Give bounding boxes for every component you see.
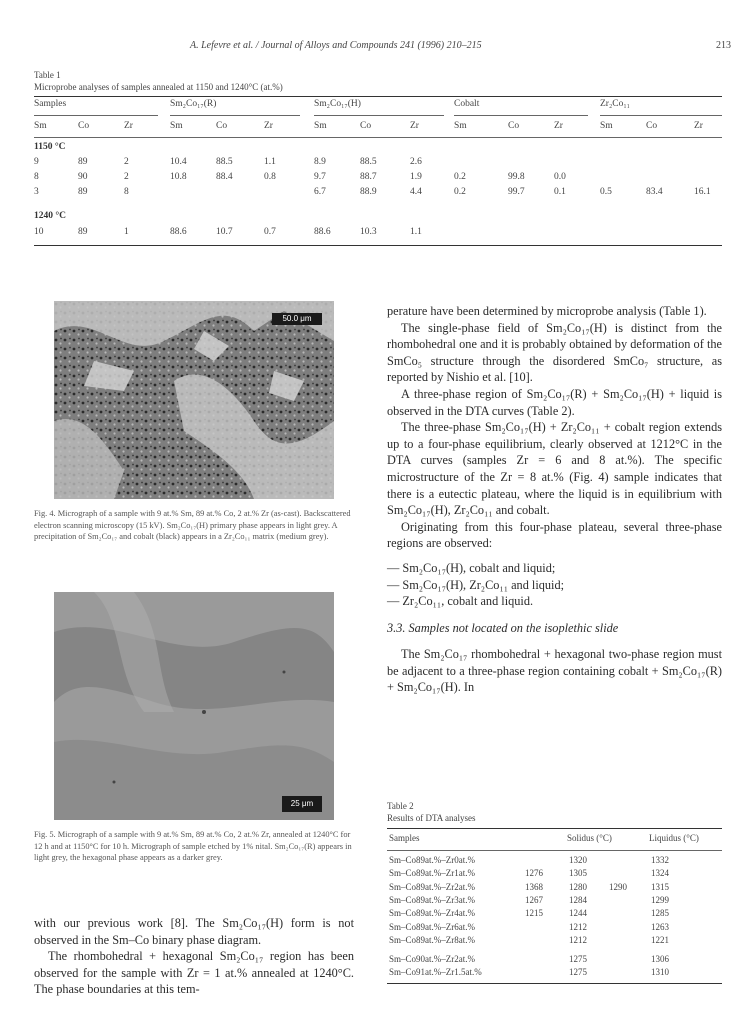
fig4-caption: Fig. 4. Micrograph of a sample with 9 at.% Sm, 89 at.% Co, 2 at.% Zr (as-cast). Backscattered electron scanning microscopy (15 kV). Sm₂Co₁₇(H) primary phase appears in light grey. A precipitation of Sm₂Co₁₇ and cobalt (black) appears in a Zr₂Co₁₁ matrix (medium grey). — [34, 509, 351, 542]
table1-group-rule-0 — [34, 115, 158, 116]
table2-cell-sample: Sm–Co89at.%–Zr8at.% — [389, 934, 475, 945]
table1-cell: 0.5 — [600, 187, 612, 197]
table1-cell: 2.6 — [410, 157, 422, 167]
table2-cell-sample: Sm–Co89at.%–Zr1at.% — [389, 868, 475, 879]
table1-cell: 10 — [34, 227, 44, 237]
table2-cell-sample: Sm–Co91at.%–Zr1.5at.% — [389, 967, 482, 978]
table2-cell-sample: Sm–Co89at.%–Zr4at.% — [389, 908, 475, 919]
table1-cell: 88.6 — [314, 227, 331, 237]
table1-cell: 8 — [34, 172, 39, 182]
table1-cell: 3 — [34, 187, 39, 197]
right-paragraph-1: perature have been determined by microprobe analysis (Table 1). — [387, 304, 707, 318]
table2-cell-sample: Sm–Co90at.%–Zr2at.% — [389, 954, 475, 965]
table2-cell-sample: Sm–Co89at.%–Zr2at.% — [389, 881, 475, 892]
phase-list-item-3: — Zr₂Co₁₁, cobalt and liquid. — [387, 594, 534, 609]
table1-group-rule-3 — [454, 115, 588, 116]
table1-group-3: Cobalt — [454, 99, 480, 109]
left-paragraph-2: The rhombohedral + hexagonal Sm₂Co₁₇ region has been observed for the sample with Zr = 1 at.% annealed at 1240°C. The phase boundaries at this tem- — [34, 949, 354, 997]
table1-cell: 99.7 — [508, 187, 525, 197]
table2-cell-liquidus: 1324 — [651, 868, 669, 879]
table1-cell: 88.7 — [360, 172, 377, 182]
fig4-micrograph — [54, 301, 334, 499]
table1-subhead-11: Zr — [554, 121, 563, 131]
table1-subheader — [34, 121, 722, 135]
table2-cell-extra: 1368 — [525, 881, 543, 892]
table1-cell: 0.1 — [554, 187, 566, 197]
table1-cell: 0.0 — [554, 172, 566, 182]
fig5-micrograph — [54, 592, 334, 820]
table1-cell: 99.8 — [508, 172, 525, 182]
table1-subhead-8: Zr — [410, 121, 419, 131]
table1-cell: 90 — [78, 172, 88, 182]
table2-cell-liquidus: 1263 — [651, 921, 669, 932]
right-paragraph-4: The three-phase Sm₂Co₁₇(H) + Zr₂Co₁₁ + cobalt region extends up to a four-phase equilibrium, clearly observed at 1212°C in the DTA curves (samples Zr = 6 and 8 at.%). The specific microstructure of the Zr = 8 at.% (Fig. 4) sample indicates that there is a eutectic plateau, where the liquid is in equilibrium with Sm₂Co₁₇(H), Zr₂Co₁₁ and cobalt. — [387, 420, 722, 518]
table1-cell: 0.7 — [264, 227, 276, 237]
table1-group-rule-4 — [600, 115, 722, 116]
left-column-text — [34, 915, 354, 998]
table1-subhead-7: Co — [360, 121, 372, 131]
table1-cell: 10.4 — [170, 157, 187, 167]
table2-cell-liquidus: 1285 — [651, 908, 669, 919]
table1-cell: 16.1 — [694, 187, 711, 197]
table1-cell: 1.1 — [410, 227, 422, 237]
table2-cell-extra: 1215 — [525, 908, 543, 919]
table2-cell-sample: Sm–Co89at.%–Zr0at.% — [389, 855, 475, 865]
table1-group-rules — [34, 115, 722, 117]
table2-cell-liquidus: 1332 — [651, 855, 669, 865]
table1-cell: 10.3 — [360, 227, 377, 237]
table2-cell-solidus: 1244 — [569, 908, 587, 919]
table1-subhead-5: Zr — [264, 121, 273, 131]
table1-top-rule — [34, 96, 722, 97]
table1-cell: 88.5 — [360, 157, 377, 167]
table2-cell-liquidus: 1221 — [651, 934, 669, 945]
phase-list-item-1: — Sm₂Co₁₇(H), cobalt and liquid; — [387, 560, 556, 575]
table2-cell-solidus: 1280 — [569, 881, 587, 892]
table1-cell: 89 — [78, 227, 88, 237]
table1-cell: 88.9 — [360, 187, 377, 197]
table1-head-rule — [34, 137, 722, 138]
table2-bottom-rule — [387, 983, 722, 984]
table1-group-0: Samples — [34, 99, 67, 109]
table1-group-2: Sm₂Co₁₇(H) — [314, 99, 361, 109]
table1-subhead-2: Zr — [124, 121, 133, 131]
table2-cell-solidus: 1320 — [569, 855, 587, 865]
right-paragraph-3: A three-phase region of Sm₂Co₁₇(R) + Sm₂Co₁₇(H) + liquid is observed in the DTA curves (Table 2). — [387, 386, 722, 418]
table2-cell-liquidus: 1299 — [651, 894, 669, 905]
table2-cell-sample: Sm–Co89at.%–Zr3at.% — [389, 894, 475, 905]
table1-cell: 10.8 — [170, 172, 187, 182]
table1-subhead-0: Sm — [34, 121, 47, 131]
table1-subhead-13: Co — [646, 121, 658, 131]
table2-cell-solidus: 1212 — [569, 934, 587, 945]
table1-cell: 89 — [78, 157, 88, 167]
right-paragraph-6: The Sm₂Co₁₇ rhombohedral + hexagonal two-phase region must be adjacent to a three-phase region containing cobalt + Sm₂Co₁₇(R) + Sm₂Co₁₇(H). In — [387, 647, 722, 695]
table1-group-rule-1 — [170, 115, 300, 116]
table1-cell: 9.7 — [314, 172, 326, 182]
table2-cell-solidus2: 1290 — [609, 881, 627, 892]
table2-cell-liquidus: 1310 — [651, 967, 669, 978]
table1-section-1150: 1150 °C — [34, 142, 66, 152]
table1-cell: 1.1 — [264, 157, 276, 167]
table2-cell-extra: 1267 — [525, 894, 543, 905]
fig4-micrograph-texture — [54, 301, 334, 499]
table2-head-samples: Samples — [389, 833, 420, 843]
right-paragraph-5: Originating from this four-phase plateau, several three-phase regions are observed: — [387, 519, 722, 551]
table2-cell-solidus: 1275 — [569, 954, 587, 965]
table2-body — [387, 855, 722, 1030]
table1-cell: 9 — [34, 157, 39, 167]
table2-head-liquidus: Liquidus (°C) — [649, 833, 699, 843]
table1-label: Table 1 — [34, 70, 61, 80]
page-number: 213 — [716, 40, 731, 51]
table2-header — [387, 833, 722, 847]
table2-cell-solidus: 1275 — [569, 967, 587, 978]
table2-cell-liquidus: 1315 — [651, 881, 669, 892]
table1-cell: 4.4 — [410, 187, 422, 197]
table1-cell: 10.7 — [216, 227, 233, 237]
table2-top-rule — [387, 828, 722, 829]
table1-cell: 6.7 — [314, 187, 326, 197]
table2-head-solidus: Solidus (°C) — [567, 833, 612, 843]
table1-subhead-12: Sm — [600, 121, 613, 131]
table2-cell-solidus: 1305 — [569, 868, 587, 879]
table2-cell-solidus: 1212 — [569, 921, 587, 932]
phase-list-item-2: — Sm₂Co₁₇(H), Zr₂Co₁₁ and liquid; — [387, 577, 565, 592]
table2-cell-solidus: 1284 — [569, 894, 587, 905]
table1-cell: 0.8 — [264, 172, 276, 182]
table1-subhead-1: Co — [78, 121, 90, 131]
fig4-scale-bar: 50.0 μm — [272, 313, 322, 325]
table1-cell: 88.5 — [216, 157, 233, 167]
fig5-micrograph-texture — [54, 592, 334, 820]
right-column-text — [387, 303, 722, 696]
table2-cell-sample: Sm–Co89at.%–Zr6at.% — [389, 921, 475, 932]
table1-bottom-rule — [34, 245, 722, 246]
table1-caption: Microprobe analyses of samples annealed at 1150 and 1240°C (at.%) — [34, 82, 283, 92]
table1-cell: 8.9 — [314, 157, 326, 167]
table1-cell: 83.4 — [646, 187, 663, 197]
table2-caption: Results of DTA analyses — [387, 813, 476, 823]
table1-group-1: Sm₂Co₁₇(R) — [170, 99, 217, 109]
table1-cell: 2 — [124, 157, 129, 167]
table2-cell-liquidus: 1306 — [651, 954, 669, 965]
table1-cell: 0.2 — [454, 172, 466, 182]
table2-head-rule — [387, 850, 722, 851]
table1-subhead-3: Sm — [170, 121, 183, 131]
table1-cell: 0.2 — [454, 187, 466, 197]
journal-citation: A. Lefevre et al. / Journal of Alloys and Compounds 241 (1996) 210–215 — [190, 40, 482, 51]
section-heading-3-3: 3.3. Samples not located on the isoplethic slide — [387, 620, 619, 635]
table1-subhead-9: Sm — [454, 121, 467, 131]
fig5-scale-bar: 25 μm — [282, 796, 322, 812]
table1-cell: 89 — [78, 187, 88, 197]
table1-cell: 88.6 — [170, 227, 187, 237]
table1-section-1240: 1240 °C — [34, 211, 67, 221]
table1-group-rule-2 — [314, 115, 444, 116]
table1-subhead-10: Co — [508, 121, 520, 131]
fig5-caption: Fig. 5. Micrograph of a sample with 9 at.% Sm, 89 at.% Co, 2 at.% Zr, annealed at 1240°C for 12 h and at 1150°C for 10 h. Micrograph of sample etched by 1% nital. Sm₂Co₁₇(R) appears in light grey, the hexagonal phase appears as a darker grey. — [34, 830, 352, 863]
table1-cell: 2 — [124, 172, 129, 182]
table2-cell-extra: 1276 — [525, 868, 543, 879]
table1-subhead-4: Co — [216, 121, 228, 131]
table2-label: Table 2 — [387, 801, 414, 811]
table1-group-header — [34, 99, 722, 113]
table1-cell: 1 — [124, 227, 129, 237]
left-paragraph-1: with our previous work [8]. The Sm₂Co₁₇(H) form is not observed in the Sm–Co binary phase diagram. — [34, 916, 354, 947]
table1-cell: 88.4 — [216, 172, 233, 182]
table1-subhead-6: Sm — [314, 121, 327, 131]
right-paragraph-2: The single-phase field of Sm₂Co₁₇(H) is distinct from the rhombohedral one and it is probably obtained by deformation of the SmCo₅ structure through the disordered SmCo₇ structure, as reported by Nishio et al. [10]. — [387, 320, 722, 385]
table1-cell: 1.9 — [410, 172, 422, 182]
table1-cell: 8 — [124, 187, 129, 197]
table1-subhead-14: Zr — [694, 121, 703, 131]
table1-group-4: Zr₂Co₁₁ — [600, 99, 630, 109]
